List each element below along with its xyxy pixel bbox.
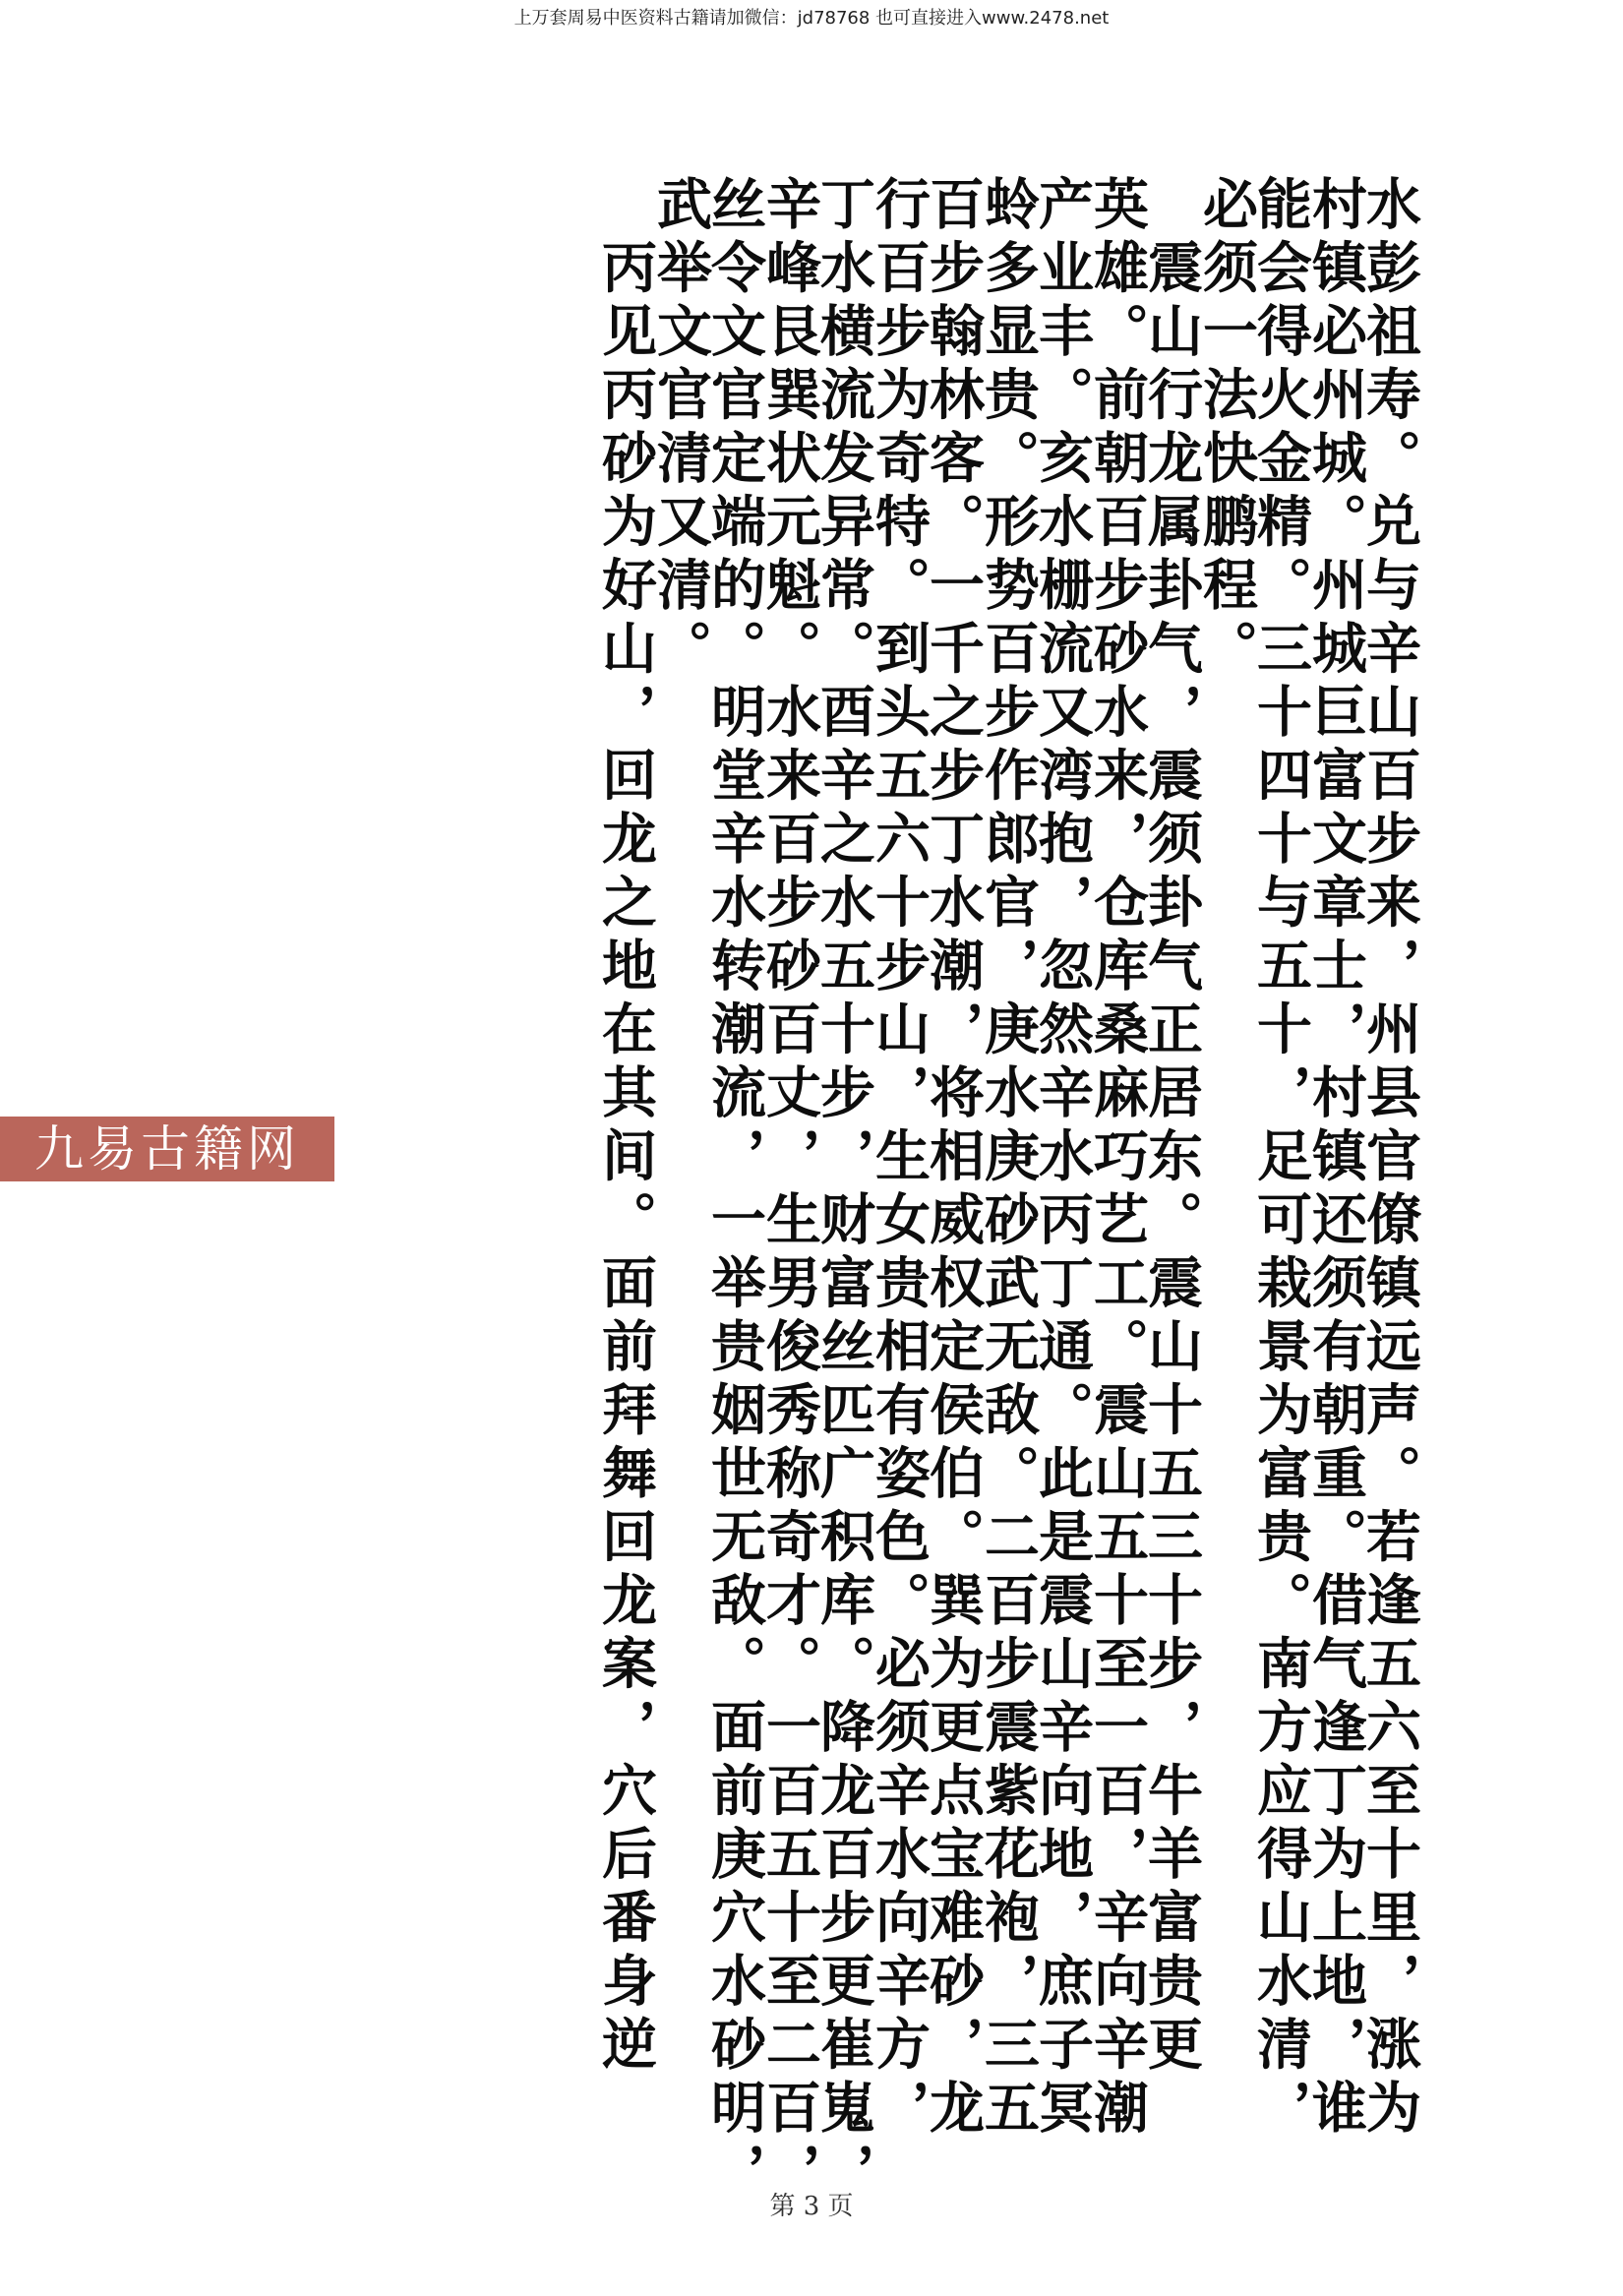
page-number: 第 3 页 [769,2192,854,2221]
text-column-6: 英雄。前朝百步砂水来，仓库桑麻巧艺工。震山五十至一百，辛向辛潮 [1085,175,1150,2143]
vertical-text-block [295,175,1426,2205]
text-column-8: 蛉多显贵。形势百步作郎官，庚水庚砂武无敌。二百步震紫花袍，三五 [976,175,1041,2143]
text-column-1: 水彭祖寿。兑与辛山百步来，州县官僚镇远声。若逢五六至十里，涨为 [1357,175,1422,2143]
text-column-13: 丝令文官定端的。明堂辛水转潮流，一举贵姻世无敌。面前庚穴水砂明， [702,175,767,2205]
site-watermark: 九易古籍网 [0,1117,334,1181]
text-column-7: 产业丰。亥水栅流又湾抱，忽然辛水丙丁通。此是震山辛向地，庶子冥 [1030,175,1095,2143]
text-column-5: 震山行龙属卦气，震须卦气正居东。震山十五三十步，牛羊富贵更 [1139,175,1204,2079]
text-column-3: 能会得火金精。三十四十与五十，足可栽景为富贵。南方应得山水清， [1248,175,1313,2143]
text-column-14: 武举文官清又清。 [648,175,713,683]
text-column-4: 必须一法快鹏程。 [1194,175,1259,683]
text-column-12: 辛峰艮巽状元魁。水来百步砂百丈，生男俊秀称奇才。一百五十至二百， [757,175,822,2205]
text-column-15: 丙见丙砂为好山，回龙之地在其间。面前拜舞回龙案，穴后番身逆 [593,175,658,2079]
text-column-10: 行百步为奇特。到头五六十步山，生女贵相有姿色。必须辛水向辛方， [867,175,932,2143]
page-header-notice: 上万套周易中医资料古籍请加微信：jd78768 也可直接进入www.2478.net [513,8,1110,29]
text-column-11: 丁水横流发异常。酉辛之水五十步，财富丝匹广积库。降龙百步更崔嵬， [812,175,876,2205]
text-column-2: 村镇必州城。州城巨富文章士，村镇还须有朝重。借气逢丁为上地，谁 [1303,175,1368,2143]
text-column-9: 百步翰林客。一千之步丁水潮，将相威权定侯伯。巽为更点宝难砂，龙 [921,175,986,2143]
